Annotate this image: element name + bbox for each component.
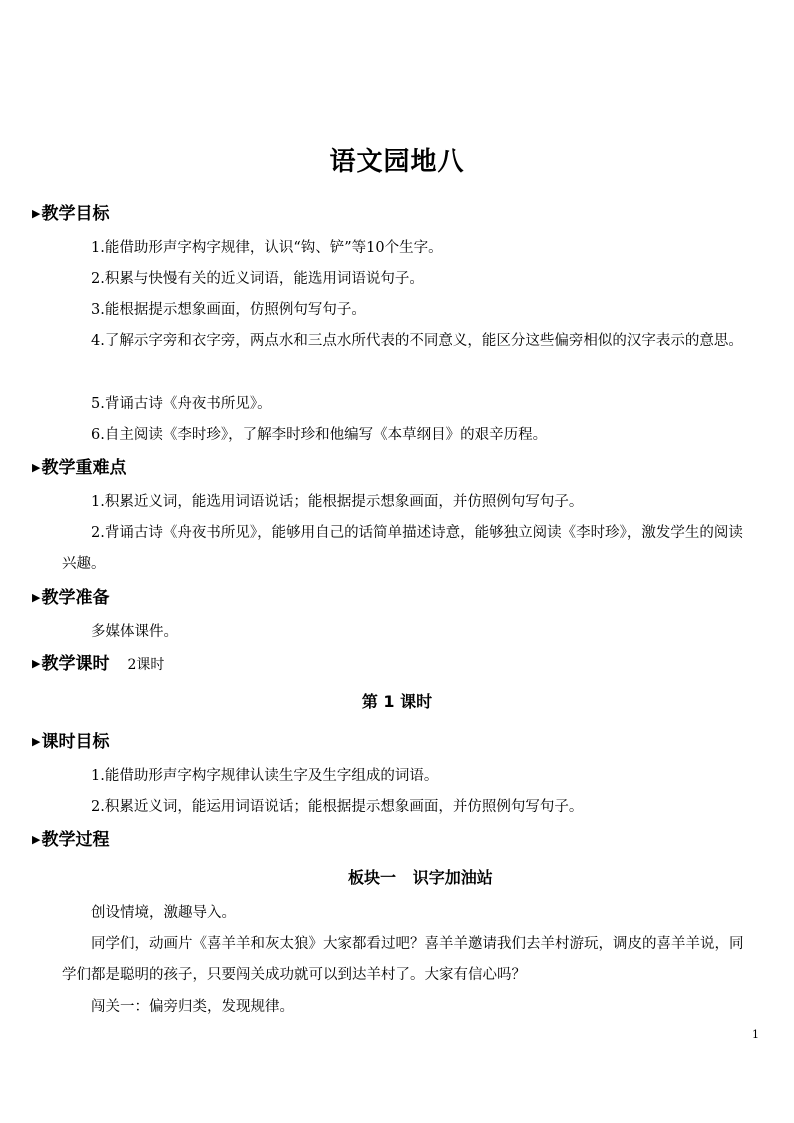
section-heading-goals [32, 202, 109, 226]
key-point-item-2: 2.背诵古诗《舟夜书所见》，能够用自己的话简单描述诗意，能够独立阅读《李时珍》，激发学生的阅读兴趣。 [62, 525, 743, 572]
key-point-item-1: 1.积累近义词，能选用词语说话；能根据提示想象画面，并仿照例句写句子。 [91, 494, 584, 510]
section-heading-text: 教学课时 [41, 654, 110, 674]
goal-item-3: 3.能根据提示想象画面，仿照例句写句子。 [91, 302, 366, 318]
lesson-goal-item-1: 1.能借助形声字构字规律认读生字及生字组成的词语。 [91, 768, 439, 784]
section-heading-text: 教学目标 [41, 204, 110, 224]
section-heading-key-points [32, 456, 126, 480]
triangle-marker-icon: ▶ [32, 591, 41, 604]
section-heading-text: 教学重难点 [41, 458, 127, 478]
goal-item-1: 1.能借助形声字构字规律，认识“钩、铲”等10个生字。 [91, 240, 443, 256]
triangle-marker-icon: ▶ [32, 461, 41, 474]
triangle-marker-icon: ▶ [32, 735, 41, 748]
section-heading-text: 教学准备 [41, 588, 110, 608]
triangle-marker-icon: ▶ [32, 657, 41, 670]
goal-item-4: 4.了解示字旁和衣字旁，两点水和三点水所代表的不同意义，能区分这些偏旁相似的汉字表示的意思。 [91, 333, 743, 349]
triangle-marker-icon: ▶ [32, 833, 41, 846]
lesson-title: 第 1 课时 [361, 692, 433, 711]
process-paragraph-1: 创设情境，激趣导入。 [91, 905, 236, 921]
preparation-item-1: 多媒体课件。 [91, 624, 178, 640]
goal-item-5: 5.背诵古诗《舟夜书所见》。 [91, 396, 272, 412]
section-heading-process [32, 828, 109, 852]
goal-item-6: 6.自主阅读《李时珍》，了解李时珍和他编写《本草纲目》的艰辛历程。 [91, 427, 548, 443]
goal-item-2: 2.积累与快慢有关的近义词语，能选用词语说句子。 [91, 271, 424, 287]
periods-value: 2课时 [127, 657, 165, 673]
triangle-marker-icon: ▶ [32, 207, 41, 220]
section-heading-text: 教学过程 [41, 830, 110, 850]
page-number: 1 [752, 1028, 759, 1041]
section-heading-text: 课时目标 [41, 732, 110, 752]
section-heading-preparation [32, 586, 109, 610]
process-paragraph-2: 同学们，动画片《喜羊羊和灰太狼》大家都看过吧？喜羊羊邀请我们去羊村游玩，调皮的喜羊羊说，同学们都是聪明的孩子，只要闯关成功就可以到达羊村了。大家有信心吗？ [62, 936, 744, 983]
block-title: 板块一 识字加油站 [348, 868, 493, 887]
lesson-goal-item-2: 2.积累近义词，能运用词语说话；能根据提示想象画面，并仿照例句写句子。 [91, 799, 584, 815]
section-heading-lesson-goals [32, 730, 109, 754]
section-heading-periods [32, 652, 164, 677]
process-paragraph-3: 闯关一：偏旁归类，发现规律。 [91, 999, 294, 1015]
document-title: 语文园地八 [329, 147, 465, 177]
